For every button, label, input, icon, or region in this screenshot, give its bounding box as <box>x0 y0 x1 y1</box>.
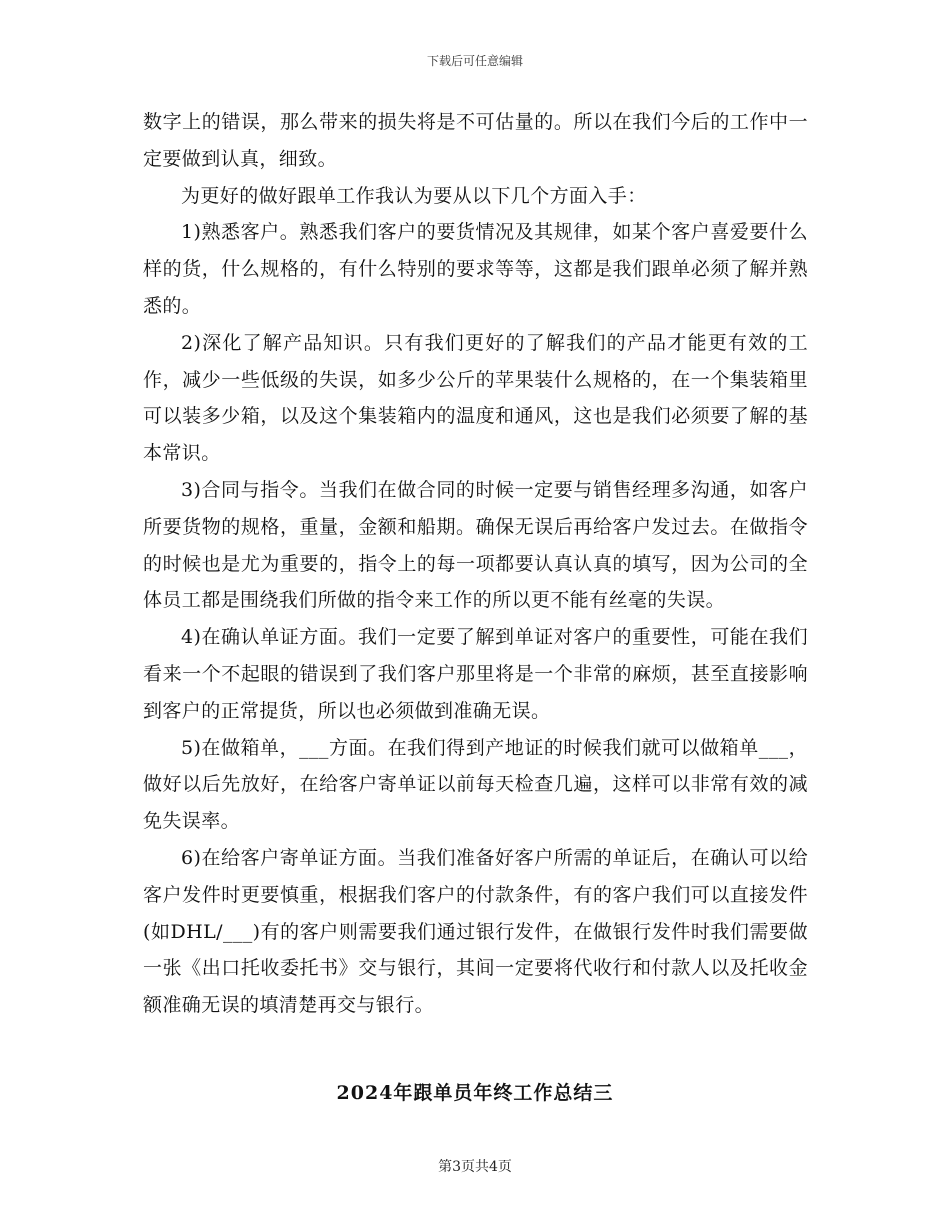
page-header-note: 下载后可任意编辑 <box>426 54 523 68</box>
paragraph-item-2: 2)深化了解产品知识。只有我们更好的了解我们的产品才能更有效的工作，减少一些低级的失误，如多少公斤的苹果装什么规格的，在一个集装箱里可以装多少箱，以及这个集装箱内的温度和通风，这也是我们必须要了解的基本常识。 <box>143 331 808 465</box>
paragraph-item-3: 3)合同与指令。当我们在做合同的时候一定要与销售经理多沟通，如客户所要货物的规格，重量，金额和船期。确保无误后再给客户发过去。在做指令的时候也是尤为重要的，指令上的每一项都要认真认真的填写，因为公司的全体员工都是围绕我们所做的指令来工作的所以更不能有丝毫的失误。 <box>143 478 808 612</box>
paragraph-item-4: 4)在确认单证方面。我们一定要了解到单证对客户的重要性，可能在我们看来一个不起眼的错误到了我们客户那里将是一个非常的麻烦，甚至直接影响到客户的正常提货，所以也必须做到准确无误。 <box>143 626 808 722</box>
paragraph-item-1: 1)熟悉客户。熟悉我们客户的要货情况及其规律，如某个客户喜爱要什么样的货，什么规格的，有什么特别的要求等等，这都是我们跟单必须了解并熟悉的。 <box>143 221 808 317</box>
paragraph-continued: 数字上的错误，那么带来的损失将是不可估量的。所以在我们今后的工作中一定要做到认真，细致。 <box>143 111 808 170</box>
document-body <box>143 104 808 1024</box>
section-title: 2024年跟单员年终工作总结三 <box>336 1082 614 1104</box>
paragraph-item-6: 6)在给客户寄单证方面。当我们准备好客户所需的单证后，在确认可以给客户发件时更要慎重，根据我们客户的付款条件，有的客户我们可以直接发件(如DHL/___)有的客户则需要我们通过银行发件，在做银行发件时我们需要做一张《出口托收委托书》交与银行，其间一定要将代收行和付款人以及托收金额准确无误的填清楚再交与银行。 <box>143 846 808 1017</box>
paragraph-intro: 为更好的做好跟单工作我认为要从以下几个方面入手： <box>181 184 647 207</box>
paragraph-item-5: 5)在做箱单，___方面。在我们得到产地证的时候我们就可以做箱单___，做好以后先放好，在给客户寄单证以前每天检查几遍，这样可以非常有效的减免失误率。 <box>143 736 808 833</box>
page-number: 第3页共4页 <box>438 1159 512 1175</box>
